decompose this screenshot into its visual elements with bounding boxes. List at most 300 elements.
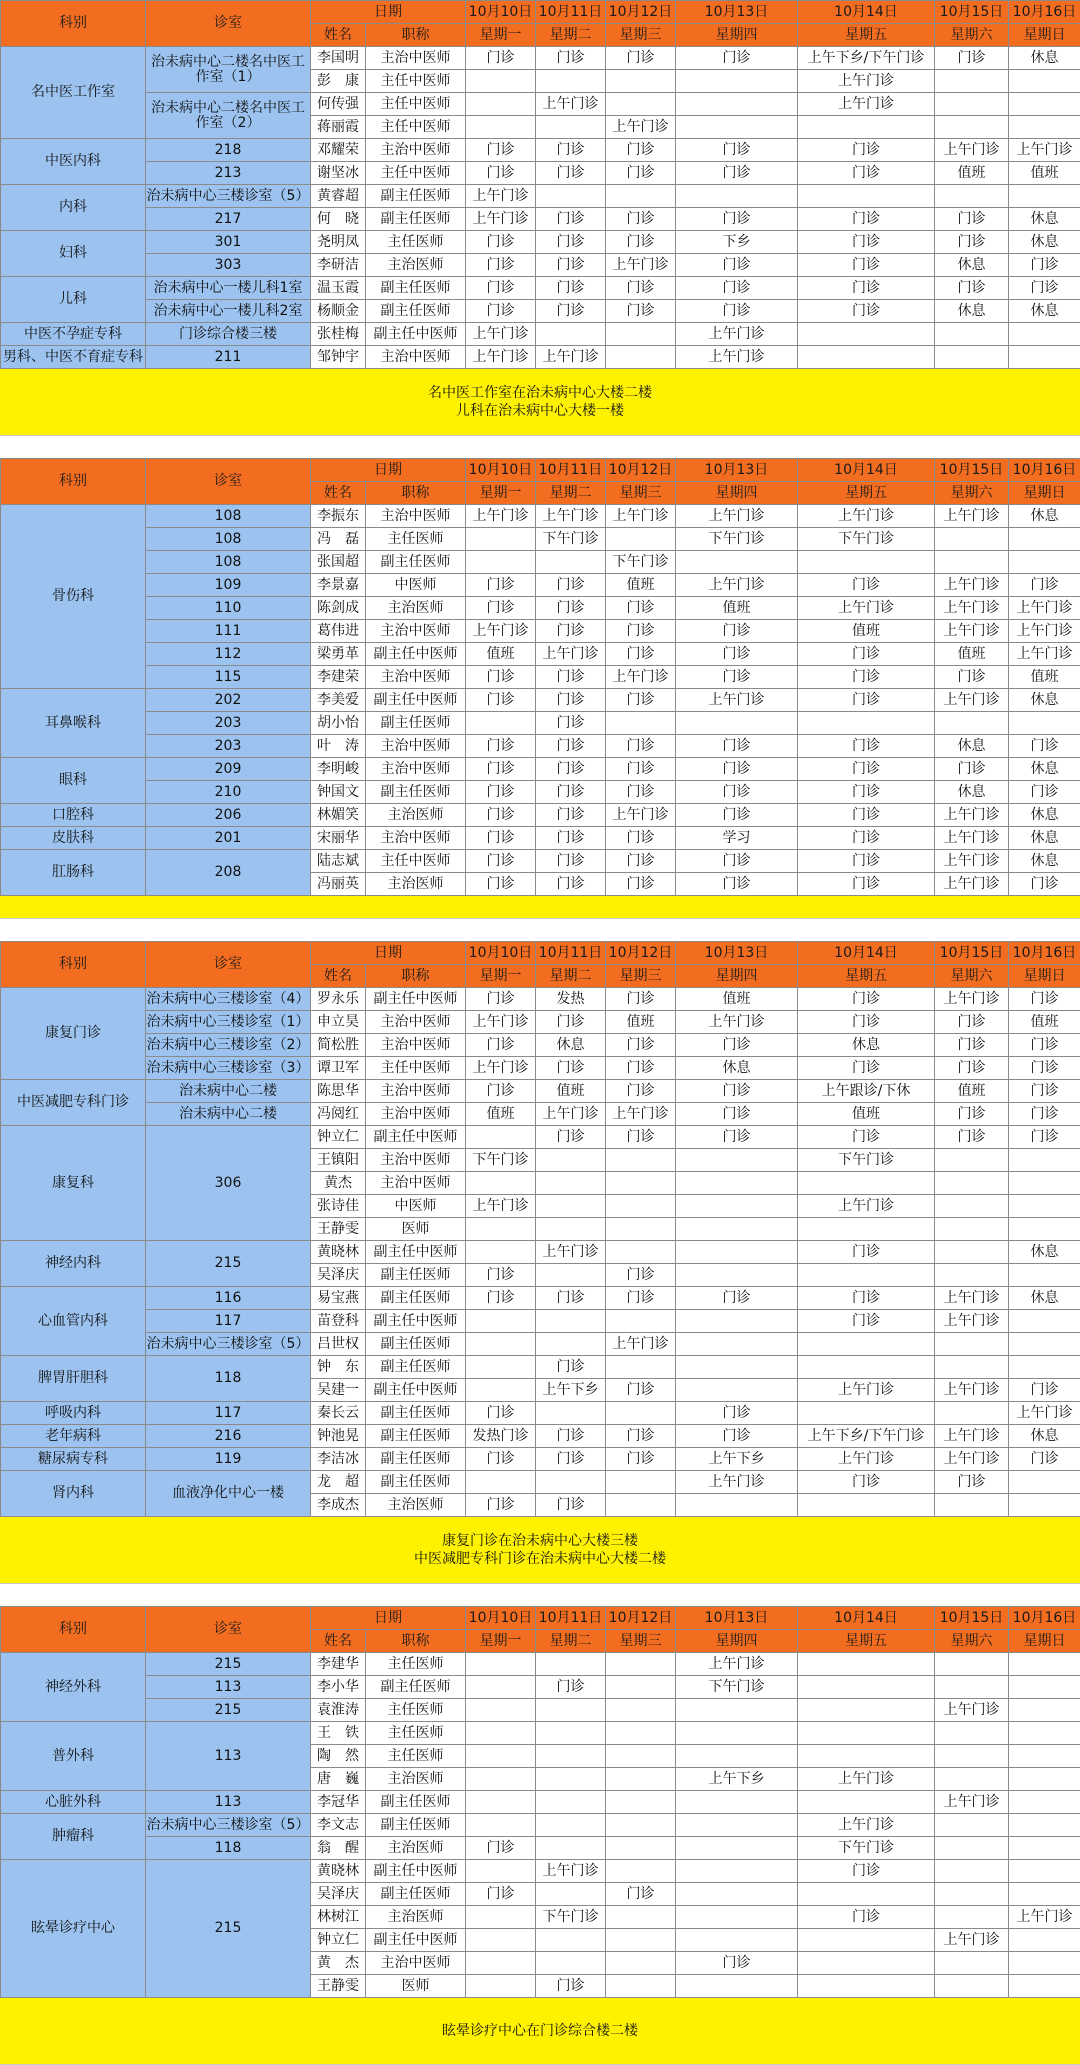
schedule-cell (676, 1264, 798, 1287)
doctor-title: 副主任医师 (366, 1356, 466, 1379)
schedule-cell: 值班 (466, 643, 536, 666)
schedule-cell: 门诊 (466, 1287, 536, 1310)
room-cell: 215 (146, 1699, 311, 1722)
doctor-name: 李成杰 (311, 1494, 366, 1517)
schedule-cell (798, 1699, 935, 1722)
doctor-name: 冯 磊 (311, 528, 366, 551)
doctor-title: 中医师 (366, 1195, 466, 1218)
schedule-cell: 门诊 (798, 1310, 935, 1333)
department-cell: 内科 (1, 185, 146, 231)
schedule-cell: 门诊 (1009, 735, 1080, 758)
schedule-cell: 休息 (1009, 827, 1080, 850)
table-row (1, 1126, 1080, 1149)
header-name: 姓名 (311, 1630, 366, 1653)
schedule-cell: 门诊 (935, 277, 1009, 300)
doctor-name: 李洁冰 (311, 1448, 366, 1471)
schedule-cell: 下午门诊 (798, 1149, 935, 1172)
room-cell: 118 (146, 1837, 311, 1860)
schedule-cell: 上午门诊 (798, 597, 935, 620)
schedule-cell (1009, 70, 1080, 93)
table-row (1, 597, 1080, 620)
schedule-cell: 门诊 (536, 873, 606, 896)
doctor-name: 林树江 (311, 1906, 366, 1929)
schedule-cell (1009, 1745, 1080, 1768)
doctor-title: 副主任中医师 (366, 1379, 466, 1402)
schedule-cell: 门诊 (606, 850, 676, 873)
schedule-cell: 门诊 (466, 47, 536, 70)
schedule-cell: 上午门诊 (676, 574, 798, 597)
schedule-cell: 门诊 (466, 277, 536, 300)
schedule-cell: 上午门诊 (536, 505, 606, 528)
doctor-name: 黄 杰 (311, 1952, 366, 1975)
note-lines (428, 384, 652, 420)
schedule-cell: 门诊 (1009, 1034, 1080, 1057)
schedule-cell (1009, 1149, 1080, 1172)
department-cell: 心脏外科 (1, 1791, 146, 1814)
schedule-cell: 门诊 (536, 827, 606, 850)
doctor-title: 主治中医师 (366, 666, 466, 689)
schedule-cell: 值班 (466, 1103, 536, 1126)
schedule-cell: 门诊 (798, 1287, 935, 1310)
table-row (1, 300, 1080, 323)
schedule-cell: 下午门诊 (676, 1676, 798, 1699)
schedule-cell (1009, 1768, 1080, 1791)
header-weekday-cell: 星期二 (536, 24, 606, 47)
schedule-cell (798, 1218, 935, 1241)
table-row (1, 1103, 1080, 1126)
schedule-cell (606, 1310, 676, 1333)
schedule-cell: 门诊 (536, 208, 606, 231)
note-line: 眩晕诊疗中心在门诊综合楼二楼 (442, 2022, 638, 2040)
schedule-cell: 值班 (798, 1103, 935, 1126)
doctor-name: 何 晓 (311, 208, 366, 231)
department-cell: 康复科 (1, 1126, 146, 1241)
table-row (1, 1425, 1080, 1448)
schedule-cell (606, 1768, 676, 1791)
schedule-cell (1009, 1722, 1080, 1745)
room-cell: 217 (146, 208, 311, 231)
schedule-cell: 门诊 (676, 300, 798, 323)
header-date-cell: 10月14日 (798, 1, 935, 24)
schedule-cell (466, 528, 536, 551)
table-row (1, 1722, 1080, 1745)
room-cell: 203 (146, 712, 311, 735)
schedule-cell (676, 1975, 798, 1998)
schedule-cell (466, 1333, 536, 1356)
schedule-cell (466, 712, 536, 735)
doctor-title: 副主任中医师 (366, 1241, 466, 1264)
schedule-cell: 上午门诊 (935, 988, 1009, 1011)
doctor-name: 秦长云 (311, 1402, 366, 1425)
schedule-cell (606, 528, 676, 551)
table-row (1, 988, 1080, 1011)
doctor-title: 主治中医师 (366, 1103, 466, 1126)
schedule-cell: 休息 (1009, 804, 1080, 827)
table-row (1, 93, 1080, 116)
schedule-cell (935, 93, 1009, 116)
schedule-cell (935, 1837, 1009, 1860)
schedule-cell (606, 1745, 676, 1768)
header-weekday-cell: 星期日 (1009, 24, 1080, 47)
schedule-cell: 值班 (536, 1080, 606, 1103)
schedule-cell (935, 1264, 1009, 1287)
schedule-cell: 上午门诊 (606, 666, 676, 689)
department-cell: 骨伤科 (1, 505, 146, 689)
schedule-cell (1009, 1310, 1080, 1333)
schedule-cell (466, 1126, 536, 1149)
schedule-cell: 门诊 (606, 1379, 676, 1402)
schedule-cell: 门诊 (798, 804, 935, 827)
schedule-cell: 门诊 (798, 1906, 935, 1929)
schedule-cell: 上午门诊 (1009, 597, 1080, 620)
schedule-cell: 上午门诊 (536, 1103, 606, 1126)
schedule-cell (1009, 1699, 1080, 1722)
schedule-cell (935, 712, 1009, 735)
schedule-cell: 门诊 (466, 689, 536, 712)
schedule-cell: 休息 (1009, 850, 1080, 873)
schedule-cell: 门诊 (676, 139, 798, 162)
schedule-cell (606, 1149, 676, 1172)
header-date: 日期 (311, 459, 466, 482)
doctor-title: 副主任医师 (366, 1333, 466, 1356)
header-date-cell: 10月14日 (798, 459, 935, 482)
schedule-cell (606, 1929, 676, 1952)
room-cell: 215 (146, 1653, 311, 1676)
header-dept: 科别 (1, 1, 146, 47)
schedule-cell: 值班 (676, 597, 798, 620)
schedule-cell: 门诊 (466, 735, 536, 758)
doctor-title: 主治医师 (366, 873, 466, 896)
schedule-cell (935, 1218, 1009, 1241)
doctor-name: 梁勇革 (311, 643, 366, 666)
schedule-cell (1009, 551, 1080, 574)
room-cell: 218 (146, 139, 311, 162)
schedule-cell (798, 551, 935, 574)
schedule-cell: 上午门诊 (536, 346, 606, 369)
schedule-cell: 门诊 (676, 1402, 798, 1425)
doctor-title: 中医师 (366, 574, 466, 597)
schedule-cell: 上午门诊 (466, 208, 536, 231)
schedule-cell: 上午门诊 (935, 139, 1009, 162)
doctor-name: 陈剑成 (311, 597, 366, 620)
schedule-cell (466, 1814, 536, 1837)
schedule-cell: 值班 (935, 1080, 1009, 1103)
schedule-cell: 门诊 (606, 1425, 676, 1448)
room-cell: 216 (146, 1425, 311, 1448)
schedule-cell: 休息 (1009, 300, 1080, 323)
schedule-cell (935, 1195, 1009, 1218)
schedule-cell (676, 1356, 798, 1379)
header-row-dates (1, 1, 1080, 24)
schedule-cell (1009, 346, 1080, 369)
doctor-name: 袁淮涛 (311, 1699, 366, 1722)
room-cell: 202 (146, 689, 311, 712)
schedule-cell: 门诊 (536, 758, 606, 781)
schedule-cell (676, 1860, 798, 1883)
schedule-cell: 上午门诊 (466, 323, 536, 346)
schedule-cell: 下午门诊 (536, 528, 606, 551)
schedule-cell (466, 1471, 536, 1494)
header-weekday-cell: 星期六 (935, 24, 1009, 47)
schedule-cell: 上午门诊 (606, 1103, 676, 1126)
schedule-cell (606, 1837, 676, 1860)
schedule-cell: 门诊 (466, 827, 536, 850)
schedule-cell: 上午门诊 (935, 1425, 1009, 1448)
section-note-2 (0, 896, 1080, 919)
schedule-cell (1009, 93, 1080, 116)
schedule-cell (676, 1149, 798, 1172)
schedule-cell: 休息 (1009, 47, 1080, 70)
room-cell: 215 (146, 1860, 311, 1998)
schedule-cell: 上午门诊 (935, 1379, 1009, 1402)
schedule-cell: 门诊 (606, 1080, 676, 1103)
schedule-cell (606, 1218, 676, 1241)
schedule-cell: 门诊 (676, 666, 798, 689)
room-cell: 治未病中心二楼名中医工作室（2） (146, 93, 311, 139)
schedule-cell: 门诊 (606, 277, 676, 300)
schedule-cell: 上午门诊 (606, 1333, 676, 1356)
header-weekday-cell: 星期五 (798, 482, 935, 505)
doctor-name: 申立昊 (311, 1011, 366, 1034)
schedule-cell (676, 1837, 798, 1860)
schedule-cell: 门诊 (1009, 574, 1080, 597)
schedule-cell (676, 1883, 798, 1906)
room-cell: 治未病中心二楼 (146, 1103, 311, 1126)
schedule-cell (466, 1379, 536, 1402)
room-cell: 210 (146, 781, 311, 804)
doctor-name: 胡小怡 (311, 712, 366, 735)
header-name: 姓名 (311, 965, 366, 988)
department-cell: 男科、中医不育症专科 (1, 346, 146, 369)
schedule-cell: 上午门诊 (935, 1929, 1009, 1952)
schedule-cell (798, 1883, 935, 1906)
schedule-cell (798, 1791, 935, 1814)
schedule-cell: 门诊 (606, 1264, 676, 1287)
schedule-cell (466, 1906, 536, 1929)
schedule-table-4 (0, 1606, 1080, 1998)
schedule-cell: 上午门诊 (676, 346, 798, 369)
schedule-cell: 门诊 (798, 1241, 935, 1264)
schedule-cell: 门诊 (676, 277, 798, 300)
schedule-cell (935, 1906, 1009, 1929)
department-cell: 口腔科 (1, 804, 146, 827)
schedule-cell: 上午门诊 (466, 346, 536, 369)
header-weekday-cell: 星期日 (1009, 965, 1080, 988)
schedule-cell: 门诊 (606, 231, 676, 254)
doctor-name: 尧明凤 (311, 231, 366, 254)
schedule-cell: 休息 (1009, 1287, 1080, 1310)
schedule-cell: 值班 (606, 1011, 676, 1034)
doctor-title: 副主任中医师 (366, 988, 466, 1011)
room-cell: 208 (146, 850, 311, 896)
header-date-cell: 10月13日 (676, 1, 798, 24)
schedule-cell (935, 1952, 1009, 1975)
schedule-cell: 上午下乡/下午门诊 (798, 47, 935, 70)
schedule-cell (466, 1791, 536, 1814)
schedule-cell: 上午门诊 (1009, 1906, 1080, 1929)
table-row (1, 689, 1080, 712)
table-row (1, 1653, 1080, 1676)
doctor-name: 唐 巍 (311, 1768, 366, 1791)
schedule-cell (798, 185, 935, 208)
doctor-title: 副主任医师 (366, 1471, 466, 1494)
schedule-cell: 门诊 (466, 1883, 536, 1906)
room-cell: 117 (146, 1402, 311, 1425)
schedule-cell: 上午门诊 (1009, 139, 1080, 162)
doctor-name: 黄睿超 (311, 185, 366, 208)
schedule-cell (1009, 1929, 1080, 1952)
doctor-title: 副主任中医师 (366, 1860, 466, 1883)
schedule-cell: 休息 (676, 1057, 798, 1080)
doctor-name: 陆志斌 (311, 850, 366, 873)
doctor-title: 主治医师 (366, 1494, 466, 1517)
schedule-cell: 门诊 (935, 1057, 1009, 1080)
doctor-title: 副主任医师 (366, 1287, 466, 1310)
room-cell: 108 (146, 528, 311, 551)
doctor-title: 副主任医师 (366, 1402, 466, 1425)
department-cell: 神经外科 (1, 1653, 146, 1722)
table-row (1, 254, 1080, 277)
table-row (1, 1057, 1080, 1080)
schedule-cell: 下午门诊 (466, 1149, 536, 1172)
schedule-cell: 上午门诊 (798, 505, 935, 528)
schedule-cell (676, 1195, 798, 1218)
doctor-title: 副主任医师 (366, 1676, 466, 1699)
schedule-cell: 上午门诊 (935, 1699, 1009, 1722)
schedule-cell: 上午门诊 (935, 850, 1009, 873)
header-date-cell: 10月13日 (676, 942, 798, 965)
schedule-cell: 下午门诊 (536, 1906, 606, 1929)
schedule-cell: 上午门诊 (935, 574, 1009, 597)
header-date-cell: 10月10日 (466, 459, 536, 482)
department-cell: 神经内科 (1, 1241, 146, 1287)
doctor-title: 主治中医师 (366, 1149, 466, 1172)
section-note-1 (0, 369, 1080, 436)
schedule-cell: 上午门诊 (466, 505, 536, 528)
schedule-cell: 门诊 (606, 735, 676, 758)
schedule-cell (676, 1379, 798, 1402)
doctor-title: 副主任医师 (366, 712, 466, 735)
schedule-table-3 (0, 941, 1080, 1517)
doctor-name: 吕世权 (311, 1333, 366, 1356)
schedule-cell (536, 551, 606, 574)
schedule-cell: 发热 (536, 988, 606, 1011)
room-cell: 215 (146, 1241, 311, 1287)
room-cell: 109 (146, 574, 311, 597)
table-row (1, 139, 1080, 162)
table-row (1, 1241, 1080, 1264)
schedule-cell: 上午门诊 (606, 804, 676, 827)
schedule-cell: 门诊 (536, 47, 606, 70)
header-weekday-cell: 星期四 (676, 482, 798, 505)
schedule-cell: 门诊 (536, 735, 606, 758)
schedule-cell (536, 1218, 606, 1241)
schedule-cell: 门诊 (798, 300, 935, 323)
room-cell: 108 (146, 551, 311, 574)
table-row (1, 666, 1080, 689)
table-row (1, 1448, 1080, 1471)
schedule-cell (935, 1814, 1009, 1837)
schedule-cell (536, 1333, 606, 1356)
schedule-cell (935, 185, 1009, 208)
schedule-cell: 上午门诊 (466, 1195, 536, 1218)
room-cell: 治未病中心三楼诊室（2） (146, 1034, 311, 1057)
schedule-cell (606, 93, 676, 116)
schedule-cell (1009, 1264, 1080, 1287)
schedule-cell: 上午门诊 (935, 827, 1009, 850)
schedule-cell: 上午门诊 (935, 689, 1009, 712)
schedule-cell (536, 1952, 606, 1975)
schedule-cell (606, 1195, 676, 1218)
schedule-cell (935, 1356, 1009, 1379)
header-date-cell: 10月16日 (1009, 1607, 1080, 1630)
schedule-cell (676, 1494, 798, 1517)
header-title: 职称 (366, 24, 466, 47)
schedule-cell: 上午门诊 (935, 597, 1009, 620)
room-cell: 206 (146, 804, 311, 827)
schedule-cell (676, 1929, 798, 1952)
note-line: 名中医工作室在治未病中心大楼二楼 (428, 384, 652, 402)
schedule-cell: 上午门诊 (1009, 1402, 1080, 1425)
table-row (1, 346, 1080, 369)
schedule-cell (466, 116, 536, 139)
doctor-name: 张诗佳 (311, 1195, 366, 1218)
schedule-cell: 门诊 (935, 231, 1009, 254)
table-row (1, 804, 1080, 827)
doctor-title: 主任医师 (366, 231, 466, 254)
room-cell: 119 (146, 1448, 311, 1471)
schedule-cell (935, 1241, 1009, 1264)
schedule-cell: 门诊 (676, 735, 798, 758)
schedule-cell: 上午下乡/下午门诊 (798, 1425, 935, 1448)
doctor-title: 主治中医师 (366, 139, 466, 162)
doctor-title: 副主任中医师 (366, 323, 466, 346)
header-weekday-cell: 星期日 (1009, 482, 1080, 505)
schedule-cell (466, 1653, 536, 1676)
schedule-cell: 门诊 (676, 1425, 798, 1448)
doctor-title: 主治中医师 (366, 346, 466, 369)
header-weekday-cell: 星期六 (935, 1630, 1009, 1653)
schedule-cell: 上午门诊 (935, 1791, 1009, 1814)
schedule-cell: 休息 (798, 1034, 935, 1057)
schedule-cell (536, 1471, 606, 1494)
schedule-cell (798, 1676, 935, 1699)
schedule-cell: 门诊 (466, 666, 536, 689)
schedule-cell (606, 1471, 676, 1494)
doctor-name: 杨顺金 (311, 300, 366, 323)
table-row (1, 1080, 1080, 1103)
schedule-cell: 上午门诊 (606, 254, 676, 277)
schedule-cell: 门诊 (798, 1126, 935, 1149)
doctor-name: 龙 超 (311, 1471, 366, 1494)
schedule-cell: 门诊 (536, 277, 606, 300)
schedule-cell: 门诊 (466, 758, 536, 781)
schedule-cell: 门诊 (466, 850, 536, 873)
schedule-cell: 门诊 (536, 689, 606, 712)
schedule-cell (676, 1699, 798, 1722)
schedule-cell: 上午门诊 (676, 1653, 798, 1676)
schedule-cell: 门诊 (676, 1952, 798, 1975)
schedule-cell: 门诊 (1009, 781, 1080, 804)
room-cell: 203 (146, 735, 311, 758)
doctor-name: 王静雯 (311, 1975, 366, 1998)
table-row (1, 1011, 1080, 1034)
department-cell: 儿科 (1, 277, 146, 323)
schedule-cell (1009, 1653, 1080, 1676)
schedule-cell: 门诊 (935, 1471, 1009, 1494)
schedule-cell (1009, 1883, 1080, 1906)
schedule-cell (536, 1149, 606, 1172)
